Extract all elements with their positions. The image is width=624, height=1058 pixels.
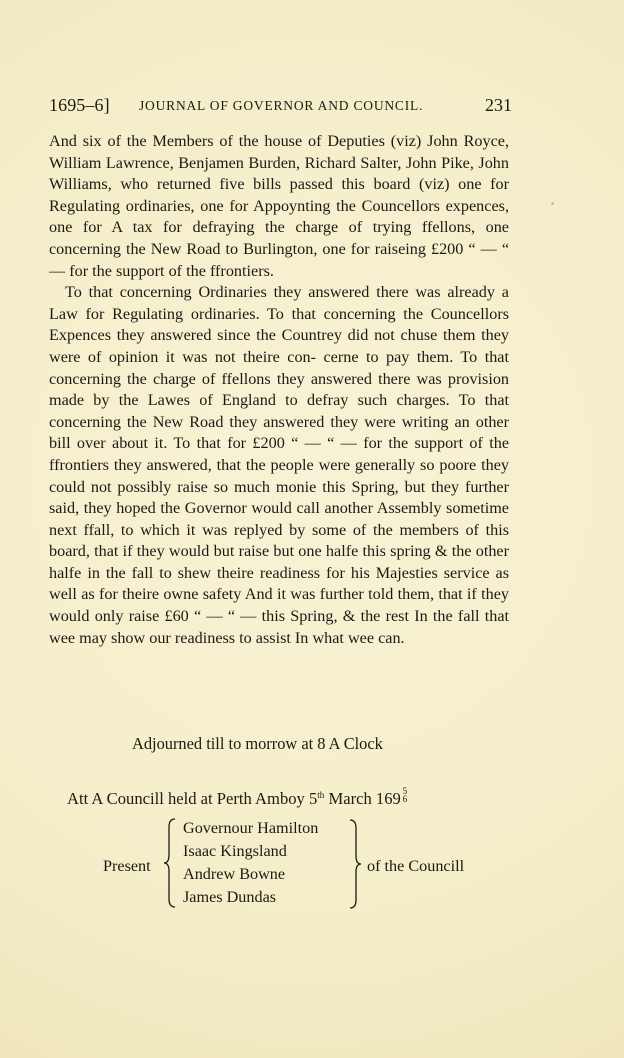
council-month-year: March 169 <box>324 789 401 808</box>
text-line: charge of trying ffellons, one concerning the New Road to <box>49 218 509 258</box>
text-line: fall to shew theire readiness for his Majesties service as well <box>49 563 510 604</box>
fraction-denominator: 6 <box>402 794 408 804</box>
text-line: poore they could not possibly raise so much monie this Spring, <box>49 455 509 496</box>
text-line: cerne to pay them. To that concerning the charge of ffellons <box>49 347 509 388</box>
body-text <box>49 131 509 649</box>
text-line: ffrontiers they answered, that the people were generally so <box>49 455 435 474</box>
text-line: Royce, William Lawrence, Benjamen Burden, Richard Salter, <box>49 132 510 172</box>
council-heading-text: Att A Councill held at Perth Amboy 5 <box>67 789 318 808</box>
text-line: but they further said, they hoped the Governor would call <box>49 477 509 518</box>
text-line: New Road they answered they were writing an other bill over <box>49 412 509 453</box>
members-list <box>183 817 358 909</box>
text-line: as for theire owne safety And it was further told them, that <box>81 585 463 604</box>
text-line: they answered there was provision made by the Lawes of <box>49 369 510 410</box>
text-line: already a Law for Regulating ordinaries. To that concerning <box>49 283 509 323</box>
text-line: And six of the Members of the house of Deputies (viz) John <box>49 132 458 150</box>
text-line: about it. To that for £200 “ — “ — for the support of the <box>112 434 509 453</box>
right-brace <box>348 818 362 910</box>
text-line: the Councellors Expences they answered since the Countrey <box>49 304 510 345</box>
member-name: Andrew Bowne <box>183 865 286 883</box>
text-line: board (viz) one for Regulating ordinaries, one for Appoynting <box>49 175 509 215</box>
year-fraction <box>401 787 409 803</box>
fraction-numerator: 5 <box>402 786 408 796</box>
text-line: In the fall that wee may show our readiness to assist In what <box>49 607 510 647</box>
text-line: John Pike, John Williams, who returned five bills passed this <box>49 153 509 194</box>
text-line: by some of the members of this board, that if they would <box>49 520 509 561</box>
adjourned-note: Adjourned till to morrow at 8 A Clock <box>132 734 383 753</box>
of-the-councill: of the Councill <box>367 857 465 875</box>
text-line: if they would only raise £60 “ — “ — this Spring, & the rest <box>49 585 509 626</box>
text-line: the ffrontiers. <box>186 261 274 280</box>
running-header <box>49 93 512 117</box>
day-suffix: th <box>317 790 325 800</box>
paper-spot <box>551 202 554 205</box>
header-title: JOURNAL OF GOVERNOR AND COUNCIL. <box>139 98 424 113</box>
paragraph-1 <box>49 131 509 282</box>
text-line: wee can. <box>347 628 405 647</box>
member-name: James Dundas <box>183 888 277 906</box>
text-line: England to defray such charges. To that concerning the <box>49 391 510 431</box>
left-brace <box>163 817 177 909</box>
text-line: Burlington, one for raiseing £200 “ — “ — for the support of <box>49 239 509 280</box>
text-line: another Assembly sometime next ffall, to which it was replyed <box>49 499 509 539</box>
text-line: To that concerning Ordinaries they answered there was <box>65 283 441 302</box>
header-date-range: 1695–6] <box>49 95 110 115</box>
text-line: did not chuse them they were of opinion it was not theire con- <box>49 326 510 366</box>
member-name: Governour Hamilton <box>183 819 319 837</box>
page-number: 231 <box>485 95 512 115</box>
paragraph-2 <box>49 282 509 649</box>
text-line: the Councellors expences, one for A tax for defraying the <box>49 196 509 237</box>
text-line: but raise but one halfe this spring & the other halfe in the <box>49 542 509 582</box>
council-heading <box>67 783 409 811</box>
member-name: Isaac Kingsland <box>183 842 287 860</box>
present-label: Present <box>103 857 151 875</box>
